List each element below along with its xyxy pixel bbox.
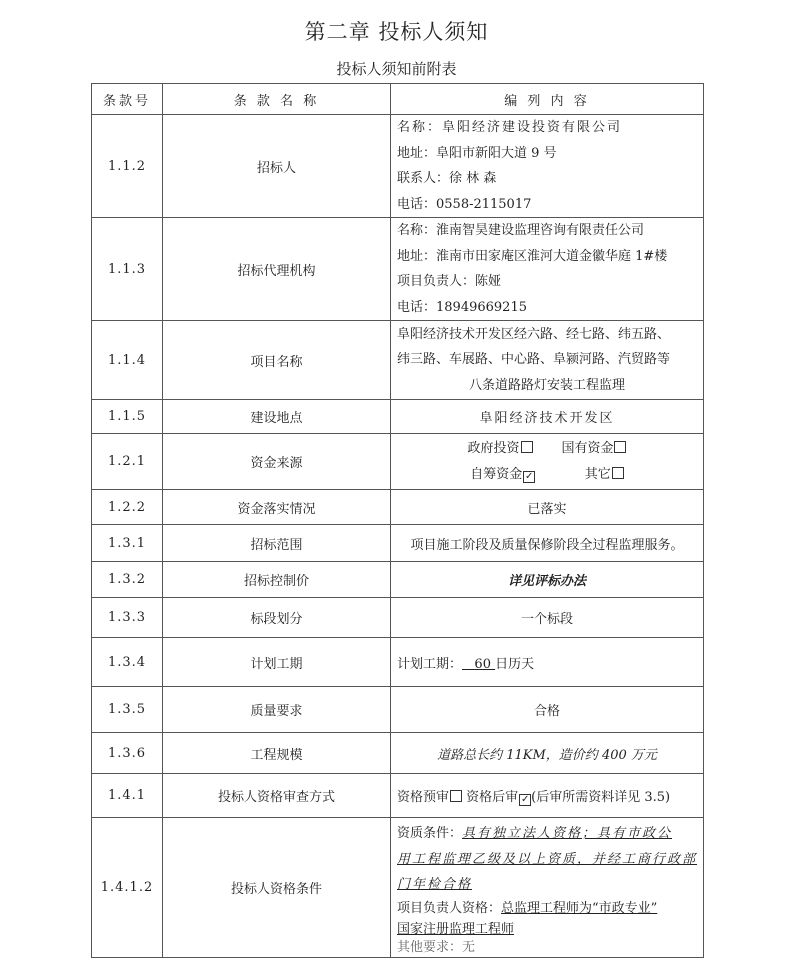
table-row: [92, 400, 704, 434]
table-row: [92, 774, 704, 818]
clause-no: 1.1.3: [92, 218, 163, 321]
content-line: 名称：阜阳经济建设投资有限公司: [397, 120, 623, 135]
fund-source-line: [397, 436, 697, 462]
post-review-label: 资格后审: [466, 789, 519, 805]
content-line: 项目负责人：陈娅: [397, 274, 502, 289]
table-row: [92, 115, 704, 218]
chapter-title: 第二章 投标人须知: [304, 20, 489, 44]
content-line: 纬三路、车展路、中心路、阜颍河路、汽贸路等: [397, 352, 671, 368]
checkbox-checked-icon[interactable]: ✓: [525, 470, 534, 482]
clause-no: 1.2.1: [92, 434, 163, 490]
clause-content: 一个标段: [391, 598, 704, 638]
header-clause-no: 条款号: [92, 84, 163, 115]
post-review-note: (后审所需资料详见 3.5): [531, 789, 671, 805]
content-line: 地址：淮南市田家庵区淮河大道金徽华庭 1#楼: [397, 248, 668, 264]
duration-days-value: 60: [474, 656, 491, 672]
bid-notice-table: [91, 83, 704, 958]
content-line: 电话：18949669215: [397, 299, 527, 315]
pre-review-label: 资格预审: [397, 789, 450, 805]
table-row: [92, 525, 704, 562]
clause-no: 1.3.3: [92, 598, 163, 638]
fund-option-state: 国有资金: [561, 441, 614, 456]
pm-text: 总监理工程师为“市政专业”: [501, 900, 658, 916]
clause-content: 道路总长约 11KM，造价约 400 万元: [391, 733, 704, 774]
clause-no: 1.4.1.2: [92, 818, 163, 958]
qualification-text: 用工程监理乙级及以上资质，并经工商行政部: [397, 851, 698, 867]
pm-label: 项目负责人资格：: [397, 900, 502, 916]
clause-content: 项目施工阶段及质量保修阶段全过程监理服务。: [391, 525, 704, 562]
table-row: [92, 598, 704, 638]
fund-option-self: 自筹资金: [470, 466, 523, 482]
clause-content: 详见评标办法: [391, 562, 704, 598]
clause-name: 项目名称: [163, 321, 391, 400]
duration-suffix: 日历天: [495, 656, 535, 672]
content-line: 电话：0558-2115017: [397, 196, 532, 212]
pm-text: 国家注册监理工程师: [397, 921, 515, 937]
clause-content: [391, 774, 704, 818]
clause-name: 标段划分: [163, 598, 391, 638]
table-row: [92, 638, 704, 687]
table-row: [92, 687, 704, 733]
clause-content: 合格: [391, 687, 704, 733]
clause-no: 1.3.6: [92, 733, 163, 774]
checkbox-checked-icon[interactable]: ✓: [520, 793, 530, 805]
content-line: 名称：淮南智昊建设监理咨询有限责任公司: [397, 223, 645, 238]
clause-no: 1.3.5: [92, 687, 163, 733]
table-row: [92, 321, 704, 400]
clause-name: 招标范围: [163, 525, 391, 562]
clause-name: 投标人资格条件: [163, 818, 391, 958]
clause-no: 1.1.5: [92, 400, 163, 434]
table-header-row: [92, 84, 704, 115]
duration-days: [462, 657, 495, 672]
clause-no: 1.3.4: [92, 638, 163, 687]
clause-name: 投标人资格审查方式: [163, 774, 391, 818]
content-line: 八条道路路灯安装工程监理: [468, 377, 625, 393]
clause-no: 1.1.2: [92, 115, 163, 218]
clause-content: [391, 638, 704, 687]
clause-no: 1.2.2: [92, 490, 163, 525]
clause-content: 已落实: [391, 490, 704, 525]
clause-no: 1.3.1: [92, 525, 163, 562]
clause-name: 计划工期: [163, 638, 391, 687]
table-title: 投标人须知前附表: [336, 60, 457, 78]
table-row: [92, 733, 704, 774]
clause-content: 阜阳经济技术开发区: [391, 400, 704, 434]
table-row: [92, 818, 704, 958]
checkbox-unchecked-icon[interactable]: [521, 441, 533, 453]
clause-name: 招标人: [163, 115, 391, 218]
qualification-text: 具有独立法人资格；具有市政公: [462, 826, 673, 841]
clause-name: 招标控制价: [163, 562, 391, 598]
content-line: [397, 898, 697, 919]
table-row: [92, 562, 704, 598]
content-line: 阜阳经济技术开发区经六路、经七路、纬五路、: [397, 326, 671, 342]
clause-name: 招标代理机构: [163, 218, 391, 321]
qualification-text: 门年检合格: [397, 877, 473, 892]
cut-off-line: 其他要求：无: [397, 939, 476, 955]
fund-source-line: [397, 462, 697, 488]
clause-name: 建设地点: [163, 400, 391, 434]
table-row: [92, 434, 704, 490]
clause-name: 资金来源: [163, 434, 391, 490]
clause-content: [391, 115, 704, 218]
checkbox-unchecked-icon[interactable]: [614, 441, 626, 453]
clause-no: 1.4.1: [92, 774, 163, 818]
clause-name: 工程规模: [163, 733, 391, 774]
clause-content: [391, 818, 704, 958]
table-row: [92, 218, 704, 321]
clause-content: [391, 321, 704, 400]
clause-name: 质量要求: [163, 687, 391, 733]
content-line: 地址：阜阳市新阳大道 9 号: [397, 145, 557, 161]
clause-no: 1.1.4: [92, 321, 163, 400]
clause-no: 1.3.2: [92, 562, 163, 598]
table-row: [92, 490, 704, 525]
clause-name: 资金落实情况: [163, 490, 391, 525]
header-clause-name: 条 款 名 称: [163, 84, 391, 115]
fund-option-other: 其它: [584, 466, 611, 482]
clause-content: [391, 218, 704, 321]
clause-content: [391, 434, 704, 490]
fund-option-gov: 政府投资: [467, 441, 520, 456]
checkbox-unchecked-icon[interactable]: [612, 467, 624, 479]
checkbox-unchecked-icon[interactable]: [450, 790, 462, 802]
content-line: 联系人：徐 林 森: [397, 171, 497, 186]
duration-prefix: 计划工期：: [397, 656, 463, 672]
qualification-label: 资质条件：: [397, 826, 463, 841]
content-line: [397, 821, 697, 847]
header-content: 编 列 内 容: [391, 84, 704, 115]
